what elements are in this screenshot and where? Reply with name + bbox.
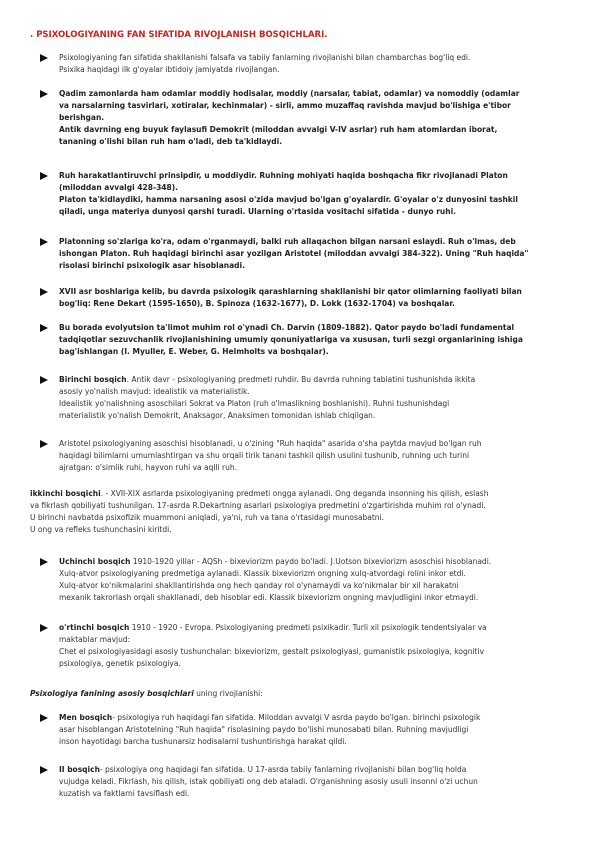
text-line: tananing o'lishi bilan ruh ham o'ladi, deb ta'kidlaydi.	[59, 137, 283, 146]
bullet-arrow-icon	[40, 376, 48, 384]
bullet-item-stage-1	[40, 712, 560, 748]
paragraph-second-stage	[30, 488, 570, 536]
text-line: maktablar mavjud:	[59, 635, 131, 644]
text-line: Platon ta'kidlaydiki, hamma narsaning asosi o'zida mavjud bo'lgan g'oyalardir. G'oyalar o'z dunyosini tashkil	[59, 195, 518, 204]
bullet-arrow-icon	[40, 624, 48, 632]
bullet-arrow-icon	[40, 440, 48, 448]
text-line: tadqiqotlar sezuvchanlik rivojlanishining umumiy qonuniyatlariga va xususan, turli sezgi organlarining ishiga	[59, 335, 523, 344]
document-title: . PSIXOLOGIYANING FAN SIFATIDA RIVOJLANISH BOSQICHLARI.	[30, 30, 328, 40]
text-line: bog'liq: Rene Dekart (1595-1650), B. Spinoza (1632-1677), D. Lokk (1632-1704) va boshqalar.	[59, 299, 455, 308]
text-line: . Antik davr - psixologiyaning predmeti ruhdir. Bu davrda ruhning tabiatini tushunishda ikkita	[126, 375, 476, 384]
text-line: risolasi birinchi psixologik asar hisoblanadi.	[59, 261, 245, 270]
bullet-arrow-icon	[40, 766, 48, 774]
bullet-item-6	[40, 322, 560, 358]
bullet-arrow-icon	[40, 90, 48, 98]
text-line: materialistik yo'nalish Demokrit, Anaksagor, Anaksimen tomonidan ishlab chiqilgan.	[59, 411, 376, 420]
text-line: Xulq-atvor ko'nikmalarini shakllantirishda ong hech qanday rol o'ynamaydi va ko'nikmalar bir xil harakatni	[59, 581, 459, 590]
text-line: vujudga keladi. Fikrlash, his qilish, istak qobiliyati ong deb ataladi. O'rganishning asosiy usuli insonni o'zi uchun	[59, 777, 478, 786]
bullet-arrow-icon	[40, 54, 48, 62]
text-line: Chet el psixologiyasidagi asosiy tushunchalar: bixeviorizm, gestalt psixologiyasi, gumanistik psixologiya, kognitiv	[59, 647, 485, 656]
text-line: va fikrlash qobiliyati tushunilgan. 17-asrda R.Dekartning asarlari psixologiya predmetini o'zgartirishda muhim rol o'ynadi.	[30, 501, 486, 510]
stage-label: ikkinchi bosqichi	[30, 489, 101, 498]
bullet-item-3	[40, 170, 560, 218]
text-line: haqidagi bilimlarni umumlashtirgan va shu orqali tirik tanani tashkil qilish usulini tushunib, ruhning uch turini	[59, 451, 470, 460]
text-line: 1910 - 1920 - Evropa. Psixologiyaning predmeti psixikadir. Turli xil psixologik tendentsiyalar va	[129, 623, 487, 632]
text-line: psixologiya, genetik psixologiya.	[59, 659, 181, 668]
bullet-arrow-icon	[40, 324, 48, 332]
bullet-item-2	[40, 88, 560, 148]
bullet-item-8	[40, 438, 560, 474]
stage-label: II bosqich	[59, 765, 100, 774]
heading-rest: uning rivojlanishi:	[193, 689, 263, 698]
text-line: Psixologiyaning fan sifatida shakllanishi falsafa va tabiiy fanlarning rivojlanishi bilan chambarchas bog'liq edi.	[59, 53, 471, 62]
stage-label: Uchinchi bosqich	[59, 557, 131, 566]
bullet-item-third-stage	[40, 556, 560, 604]
bullet-item-stage-2	[40, 764, 560, 800]
text-line: Ruh harakatlantiruvchi prinsipdir, u moddiydir. Ruhning mohiyati haqida boshqacha fikr rivojlanadi Platon	[59, 171, 508, 180]
text-line: asosiy yo'nalish mavjud: idealistik va materialistik.	[59, 387, 250, 396]
text-line: Qadim zamonlarda ham odamlar moddiy hodisalar, moddiy (narsalar, tabiat, odamlar) va nomoddiy (odamlar	[59, 89, 520, 98]
text-line: - psixologiya ong haqidagi fan sifatida. U 17-asrda tabiiy fanlarning rivojlanishi bilan bog'liq holda	[99, 765, 467, 774]
text-line: - psixologiya ruh haqidagi fan sifatida. Miloddan avvalgi V asrda paydo bo'lgan. birinchi psixologik	[112, 713, 481, 722]
text-line: Aristotel psixologiyaning asoschisi hisoblanadi, u o'zining "Ruh haqida" asarida o'sha paytda mavjud bo'lgan ruh	[59, 439, 482, 448]
stage-label: Men bosqich	[59, 713, 113, 722]
text-line: U birinchi navbatda psixofizik muammoni aniqladi, ya'ni, ruh va tana o'rtasidagi munosabatni.	[30, 513, 385, 522]
text-line: Bu borada evolyutsion ta'limot muhim rol o'ynadi Ch. Darvin (1809-1882). Qator paydo bo'ladi fundamental	[59, 323, 515, 332]
text-line: asar hisoblangan Aristotelning "Ruh haqida" risolasining paydo bo'lishi munosabati bilan. Ruhning mavjudligi	[59, 725, 469, 734]
bullet-item-7	[40, 374, 560, 422]
text-line: bag'ishlangan (I. Myuller, E. Weber, G. Helmholts va boshqalar).	[59, 347, 329, 356]
text-line: Psixika haqidagi ilk g'oyalar ibtidoiy jamiyatda rivojlangan.	[59, 65, 280, 74]
text-line: XVII asr boshlariga kelib, bu davrda psixologik qarashlarning shakllanishi bir qator olimlarning faoliyati bilan	[59, 287, 522, 296]
text-line: U ong va refleks tushunchasini kiritdi.	[30, 525, 172, 534]
bullet-item-4	[40, 236, 560, 272]
text-line: 1910-1920 yillar - AQSh - bixeviorizm paydo bo'ladi. J.Uotson bixeviorizm asoschisi hisoblanadi.	[130, 557, 492, 566]
text-line: (miloddan avvalgi 428-348).	[59, 183, 179, 192]
bullet-arrow-icon	[40, 288, 48, 296]
stage-label: Birinchi bosqich	[59, 375, 127, 384]
bullet-item-fourth-stage	[40, 622, 560, 670]
stage-label: o'rtinchi bosqich	[59, 623, 130, 632]
bullet-arrow-icon	[40, 714, 48, 722]
text-line: berishgan.	[59, 113, 105, 122]
text-line: mexanik takrorlash orqali shakllanadi, deb hisoblar edi. Klassik bixeviorizm ongning mavjudligini inkor etmaydi.	[59, 593, 479, 602]
bullet-item-5	[40, 286, 560, 310]
text-line: Antik davrning eng buyuk faylasufi Demokrit (miloddan avvalgi V-IV asrlar) ruh ham atomlardan iborat,	[59, 125, 498, 134]
bullet-arrow-icon	[40, 238, 48, 246]
bullet-item-1	[40, 52, 560, 76]
text-line: Xulq-atvor psixologiyaning predmetiga aylanadi. Klassik bixeviorizm ongning xulq-atvordagi rolini inkor etdi.	[59, 569, 466, 578]
text-line: qiladi, unga materiya dunyosi qarshi turadi. Ularning o'rtasida vositachi sifatida - dunyo ruhi.	[59, 207, 456, 216]
text-line: inson hayotidagi barcha tushunarsiz hodisalarni tushuntirishga harakat qildi.	[59, 737, 347, 746]
text-line: kuzatish va faktlarni tavsiflash edi.	[59, 789, 190, 798]
section-heading	[30, 688, 570, 700]
text-line: va narsalarning tasvirlari, xotiralar, kechinmalar) - sirli, ammo muzaffaq ravishda mavjud bo'lishiga e'tibor	[59, 101, 511, 110]
text-line: . - XVII-XIX asrlarda psixologiyaning predmeti ongga aylanadi. Ong deganda insonning his qilish, eslash	[100, 489, 489, 498]
bullet-arrow-icon	[40, 558, 48, 566]
bullet-arrow-icon	[40, 172, 48, 180]
text-line: ishongan Platon. Ruh haqidagi birinchi asar yozilgan Aristotel (miloddan avvalgi 384-322). Uning "Ruh haqida"	[59, 249, 529, 258]
text-line: Idealistik yo'nalishning asoschilari Sokrat va Platon (ruh o'lmaslikning boshlanishi). Ruhni tushunishdagi	[59, 399, 450, 408]
heading-emphasis: Psixologiya fanining asosiy bosqichlari	[30, 689, 194, 698]
text-line: ajratgan: o'simlik ruhi, hayvon ruhi va aqlli ruh.	[59, 463, 238, 472]
text-line: Platonning so'zlariga ko'ra, odam o'rganmaydi, balki ruh allaqachon bilgan narsani eslaydi. Ruh o'lmas, deb	[59, 237, 516, 246]
